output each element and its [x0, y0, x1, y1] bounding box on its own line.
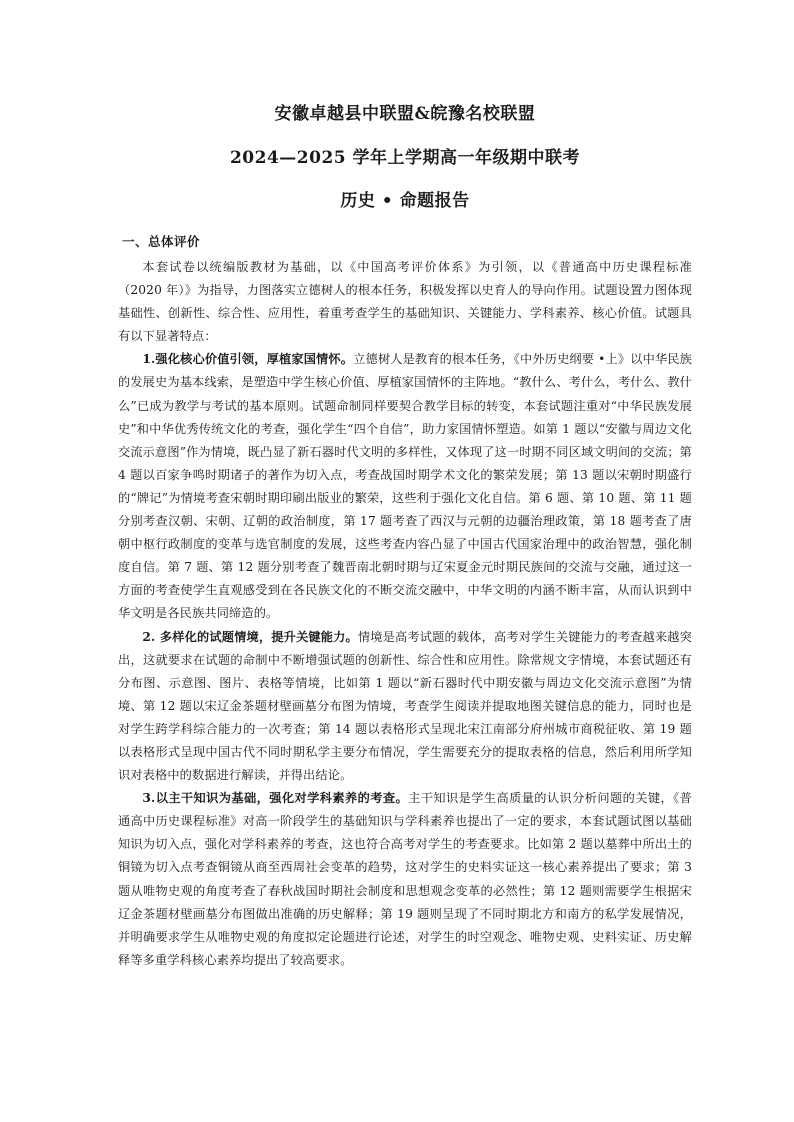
report-title-alliance: 安徽卓越县中联盟&皖豫名校联盟 [274, 104, 536, 124]
report-title-subject: 历史 • 命题报告 [340, 191, 470, 211]
point-paragraph-1 [118, 348, 692, 625]
point-paragraph-3 [118, 787, 692, 972]
report-title-exam: 2024—2025 学年上学期高一年级期中联考 [229, 148, 581, 168]
intro-paragraph: 本套试卷以统编版教材为基础，以《中国高考评价体系》为引领，以《普通高中历史课程标准（2020 年）》为指导，力图落实立德树人的根本任务，积极发挥以史育人的导向作用。试题设置力图体现基础性、创新性、综合性、应用性，着重考查学生的基础知识、关键能力、学科素养、核心价值。试题具有以下显著特点： [118, 260, 692, 344]
point-body-3: 主干知识是学生高质量的认识分析问题的关键，《普通高中历史课程标准》对高一阶段学生的基础知识与学科素养也提出了一定的要求，本套试题试图以基础知识为切入点，强化对学科素养的考查，这也符合高考对学生的考查要求。比如第 2 题以墓葬中所出土的铜镜为切入点考查铜镜从商至西周社会变革的趋势，这对学生的史料实证这一核心素养提出了要求；第 3 题从唯物史观的角度考查了春秋战国时期社会制度和思想观念变革的必然性；第 12 题则需要学生根据宋辽金茶题材壁画墓分布图做出准确的历史解释；第 19 题则呈现了不同时期北方和南方的私学发展情况，并明确要求学生从唯物史观的角度拟定论题进行论述，对学生的时空观念、唯物史观、史料实证、历史解释等多重学科核心素养均提出了较高要求。 [118, 791, 692, 967]
point-body-1: 立德树人是教育的根本任务，《中外历史纲要 •上》以中华民族的发展史为基本线索，是塑造中学生核心价值、厚植家国情怀的主阵地。“教什么、考什么，考什么、教什么”已成为教学与考试的基本原则。试题命制同样要契合教学目标的转变，本套试题注重对“中华民族发展史”和中华优秀传统文化的考查，强化学生“四个自信”，助力家国情怀塑造。如第 1 题以“安徽与周边文化交流示意图”作为情境，既凸显了新石器时代文明的多样性，又体现了这一时期不同区域文明间的交流；第 4 题以百家争鸣时期诸子的著作为切入点，考查战国时期学术文化的繁荣发展；第 13 题以宋朝时期盛行的“牌记”为情境考查宋朝时期印刷出版业的繁荣，这些利于强化文化自信。第 6 题、第 10 题、第 11 题分别考查汉朝、宋朝、辽朝的政治制度，第 17 题考查了西汉与元朝的边疆治理政策，第 18 题考查了唐朝中枢行政制度的变革与选官制度的发展，这些考查内容凸显了中国古代国家治理中的政治智慧，强化制度自信。第 7 题、第 12 题分别考查了魏晋南北朝时期与辽宋夏金元时期民族间的交流与交融，通过这一方面的考查使学生直观感受到在各民族文化的不断交流交融中，中华文明的内涵不断丰富，从而认识到中华文明是各民族共同缔造的。 [118, 352, 692, 621]
point-body-2: 情境是高考试题的载体，高考对学生关键能力的考查越来越突出，这就要求在试题的命制中不断增强试题的创新性、综合性和应用性。除常规文字情境，本套试题还有分布图、示意图、图片、表格等情境，比如第 1 题以“新石器时代中期安徽与周边文化交流示意图”为情境、第 12 题以宋辽金茶题材壁画墓分布图为情境，考查学生阅读并提取地图关键信息的能力，同时也是对学生跨学科综合能力的一次考查；第 14 题以表格形式呈现北宋江南部分府州城市商税征收、第 19 题以表格形式呈现中国古代不同时期私学主要分布情况，学生需要充分的提取表格的信息，然后利用所学知识对表格中的数据进行解读，并得出结论。 [118, 629, 692, 783]
point-lead-2: 2. 多样化的试题情境，提升关键能力。 [142, 629, 358, 644]
point-paragraph-2 [118, 626, 692, 788]
point-lead-1: 1.强化核心价值引领，厚植家国情怀。 [142, 352, 354, 367]
section-heading-overall-evaluation: 一、总体评价 [122, 234, 201, 249]
point-lead-3: 3.以主干知识为基础，强化对学科素养的考查。 [142, 791, 409, 806]
